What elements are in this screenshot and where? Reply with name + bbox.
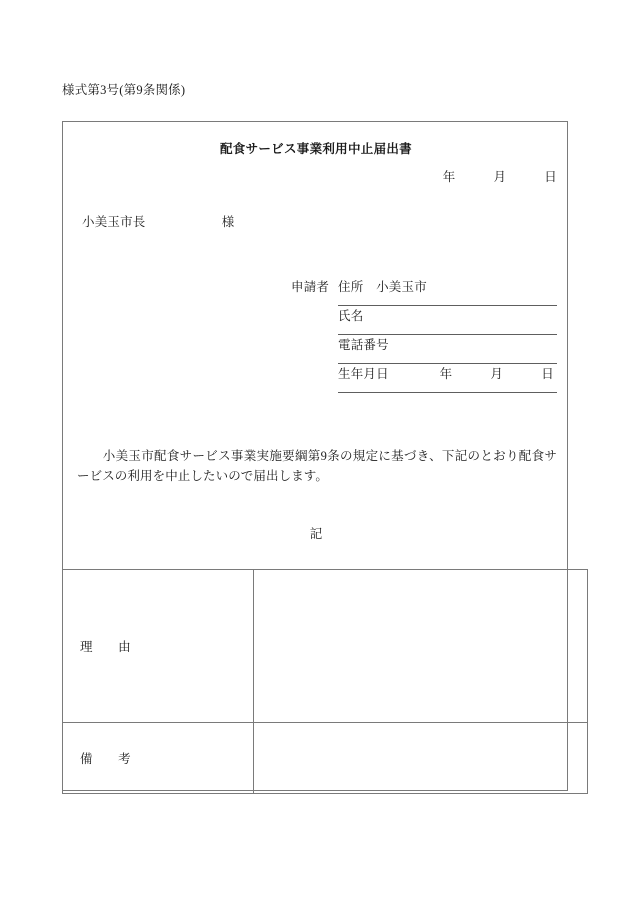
- full-name-field-label: 氏名: [338, 309, 364, 323]
- page-title: 配食サービス事業利用中止届出書: [219, 142, 412, 156]
- form-outer-box: [62, 121, 568, 791]
- statement-paragraph: 小美玉市配食サービス事業実施要綱第9条の規定に基づき、下記のとおり配食サービスの利用を中止したいので届出します。: [77, 449, 557, 483]
- date-line: 年 月 日: [442, 170, 557, 184]
- details-table: [62, 569, 588, 794]
- applicant-label: 申請者: [291, 280, 330, 294]
- address-field[interactable]: [338, 277, 557, 306]
- birth-date-field[interactable]: [338, 364, 557, 393]
- table-row: [63, 570, 588, 723]
- reason-value[interactable]: [254, 570, 588, 723]
- phone-number-field[interactable]: [338, 335, 557, 364]
- addressee-line: 小美玉市長 様: [82, 215, 235, 229]
- table-row: [63, 723, 588, 794]
- remarks-value[interactable]: [254, 723, 588, 794]
- form-number: 様式第3号(第9条関係): [62, 83, 186, 97]
- birth-date-field-label: 生年月日 年 月 日: [338, 367, 554, 381]
- ki-mark: 記: [309, 527, 323, 541]
- phone-number-field-label: 電話番号: [338, 338, 389, 352]
- reason-label: 理 由: [63, 570, 254, 723]
- applicant-fields: [338, 277, 557, 393]
- full-name-field[interactable]: [338, 306, 557, 335]
- form-upper-section: [63, 122, 569, 569]
- remarks-label: 備 考: [63, 723, 254, 794]
- address-field-label: 住所 小美玉市: [338, 280, 427, 294]
